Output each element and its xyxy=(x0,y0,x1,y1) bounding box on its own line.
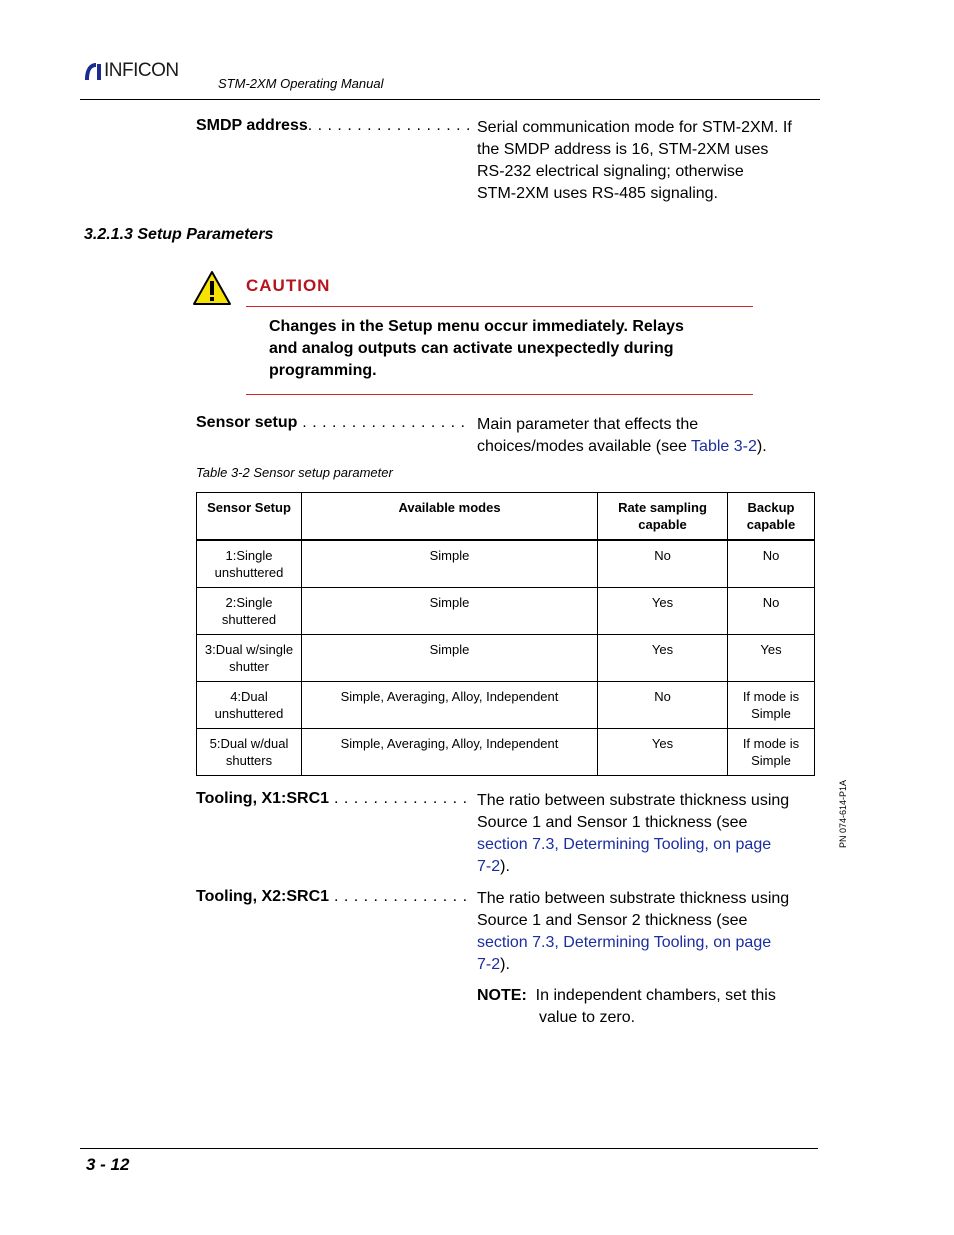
caution-top-rule xyxy=(246,306,753,307)
tooling-x1-page-link[interactable]: 7-2 xyxy=(477,858,501,875)
note-line xyxy=(477,985,776,1007)
caution-line: programming. xyxy=(269,362,377,379)
manual-title: STM-2XM Operating Manual xyxy=(218,76,384,91)
tooling-x2-term-row xyxy=(196,888,468,906)
table-cell: Simple, Averaging, Alloy, Independent xyxy=(302,682,598,729)
table-cell: If mode is Simple xyxy=(728,682,815,729)
table-cell: Yes xyxy=(598,635,728,682)
sensor-setup-line2-prefix: choices/modes available (see xyxy=(477,438,692,455)
sensor-setup-term-row xyxy=(196,414,466,432)
tooling-x2-term: Tooling, X2:SRC1 xyxy=(196,888,330,905)
tooling-x1-line: The ratio between substrate thickness using xyxy=(477,792,790,809)
sensor-setup-term: Sensor setup xyxy=(196,414,298,431)
note-line2: value to zero. xyxy=(539,1009,636,1026)
table-header-cell: Sensor Setup xyxy=(197,493,302,541)
warning-icon xyxy=(192,270,232,311)
table-header-cell: Backup capable xyxy=(728,493,815,541)
sensor-setup-description xyxy=(477,414,767,458)
tooling-x1-leader: . . . . . . . . . . . . . . xyxy=(329,790,468,807)
table-cell: 3:Dual w/single shutter xyxy=(197,635,302,682)
table-row xyxy=(197,729,815,776)
table-row xyxy=(197,682,815,729)
smdp-description xyxy=(477,117,822,205)
table-cell: Yes xyxy=(728,635,815,682)
table-cell: No xyxy=(728,540,815,588)
sensor-setup-table xyxy=(196,492,815,776)
table-cell: No xyxy=(728,588,815,635)
part-number: PN 074-614-P1A xyxy=(838,779,848,848)
tooling-x1-suffix: ). xyxy=(500,858,510,875)
tooling-x1-line xyxy=(477,856,789,878)
table-cell: 2:Single shuttered xyxy=(197,588,302,635)
page-number: 3 - 12 xyxy=(86,1155,130,1174)
tooling-x1-line: Source 1 and Sensor 1 thickness (see xyxy=(477,814,748,831)
tooling-x2-line xyxy=(477,954,789,976)
tooling-x2-line: The ratio between substrate thickness using xyxy=(477,890,790,907)
table-header-row xyxy=(197,493,815,541)
smdp-leader: . . . . . . . . . . . . . . . . . xyxy=(307,117,471,134)
sensor-setup-leader: . . . . . . . . . . . . . . . . . xyxy=(297,414,466,431)
tooling-x1-section-link[interactable]: section 7.3, Determining Tooling, on page xyxy=(477,836,772,853)
table-cell: No xyxy=(598,682,728,729)
sensor-setup-line2-suffix: ). xyxy=(756,438,767,455)
table-caption: Table 3-2 Sensor setup parameter xyxy=(196,465,393,480)
smdp-line: Serial communication mode for STM-2XM. If xyxy=(477,119,792,136)
table-row xyxy=(197,635,815,682)
logo-text: INFICON xyxy=(104,60,179,81)
note-line1: In independent chambers, set this xyxy=(535,987,776,1004)
tooling-x2-description xyxy=(477,888,789,976)
note-label: NOTE: xyxy=(477,987,527,1004)
table-cell: Simple xyxy=(302,540,598,588)
table-row xyxy=(197,540,815,588)
tooling-x2-suffix: ). xyxy=(500,956,510,973)
tooling-x1-description xyxy=(477,790,789,878)
table-cell: No xyxy=(598,540,728,588)
section-title: 3.2.1.3 Setup Parameters xyxy=(84,226,274,243)
tooling-x1-term-row xyxy=(196,790,468,808)
smdp-line: RS-232 electrical signaling; otherwise xyxy=(477,163,744,180)
inficon-logo xyxy=(82,60,179,82)
header-rule xyxy=(80,99,820,100)
caution-label: CAUTION xyxy=(246,276,331,295)
table-cell: Yes xyxy=(598,729,728,776)
caution-text xyxy=(269,316,739,382)
table-cell: Simple xyxy=(302,635,598,682)
tooling-x2-leader: . . . . . . . . . . . . . . xyxy=(329,888,468,905)
footer-rule xyxy=(80,1148,818,1149)
tooling-x2-line: Source 1 and Sensor 2 thickness (see xyxy=(477,912,748,929)
table-cell: Yes xyxy=(598,588,728,635)
caution-bottom-rule xyxy=(246,394,753,395)
tooling-x2-page-link[interactable]: 7-2 xyxy=(477,956,501,973)
smdp-line: STM-2XM uses RS-485 signaling. xyxy=(477,185,718,202)
table-row xyxy=(197,588,815,635)
table-cell: Simple xyxy=(302,588,598,635)
sensor-setup-line: Main parameter that effects the xyxy=(477,416,699,433)
tooling-x1-term: Tooling, X1:SRC1 xyxy=(196,790,330,807)
caution-line: Changes in the Setup menu occur immediately. Relays xyxy=(269,318,684,335)
table-cell: 4:Dual unshuttered xyxy=(197,682,302,729)
table-cell: Simple, Averaging, Alloy, Independent xyxy=(302,729,598,776)
inficon-logo-icon xyxy=(82,60,104,82)
table-3-2-link[interactable]: Table 3-2 xyxy=(691,438,757,455)
smdp-term-row xyxy=(196,117,471,135)
table-cell: 1:Single unshuttered xyxy=(197,540,302,588)
smdp-line: the SMDP address is 16, STM-2XM uses xyxy=(477,141,769,158)
tooling-x2-section-link[interactable]: section 7.3, Determining Tooling, on page xyxy=(477,934,772,951)
table-header-cell: Rate sampling capable xyxy=(598,493,728,541)
note-block xyxy=(477,985,776,1029)
sensor-setup-line xyxy=(477,436,767,458)
table-header-cell: Available modes xyxy=(302,493,598,541)
table-cell: If mode is Simple xyxy=(728,729,815,776)
table-cell: 5:Dual w/dual shutters xyxy=(197,729,302,776)
smdp-term: SMDP address xyxy=(196,117,308,134)
caution-line: and analog outputs can activate unexpectedly during xyxy=(269,340,674,357)
